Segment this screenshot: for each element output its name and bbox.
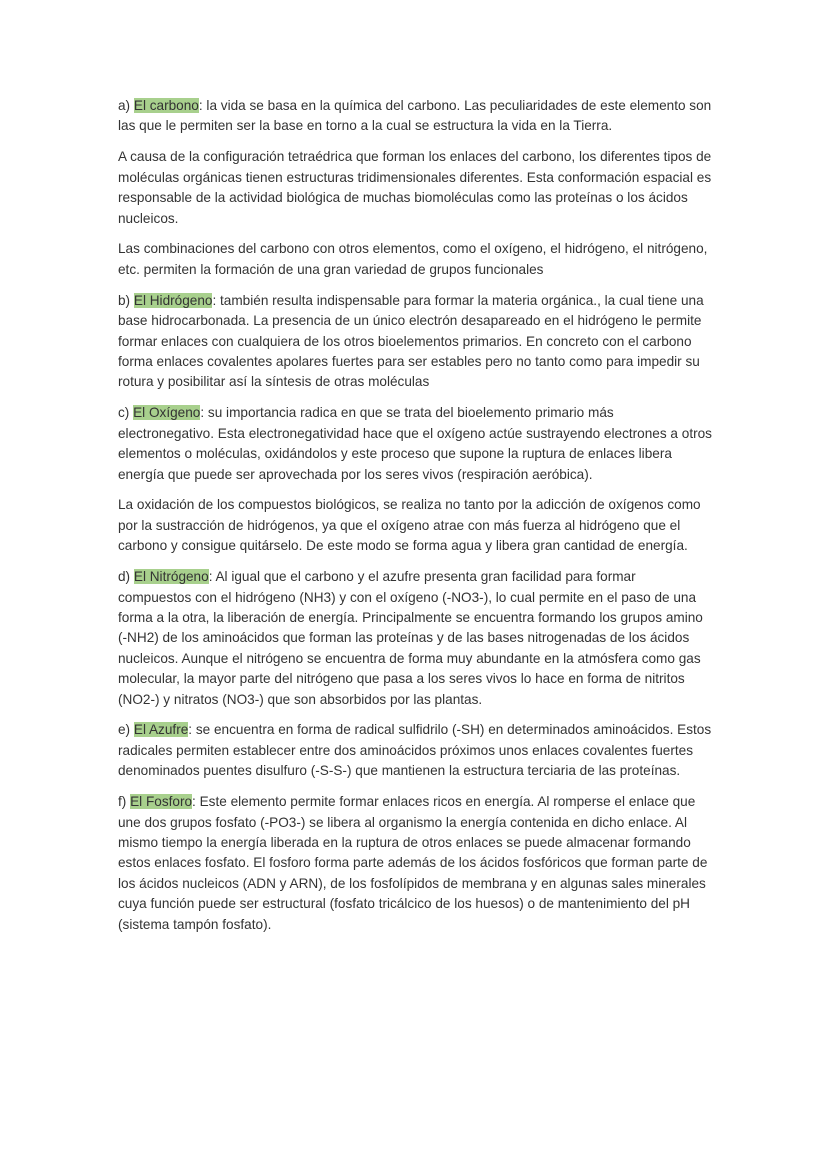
item-label: c) xyxy=(118,405,134,421)
paragraph-azufre xyxy=(118,720,712,781)
item-label: d) xyxy=(118,569,134,585)
paragraph-carbono-estructura xyxy=(118,147,712,229)
highlighted-term: El Nitrógeno xyxy=(133,569,209,585)
highlighted-term: El Oxígeno xyxy=(133,405,201,421)
paragraph-text: : Al igual que el carbono y el azufre presenta gran facilidad para formar compuestos con el hidrógeno (NH3) y con el oxígeno (-NO3-), lo cual permite en el paso de una forma a la otra, la liberación de energía. Principalmente se encuentra formando los grupos amino (-NH2) de los aminoácidos que forman las proteínas y de las bases nitrogenadas de los ácidos nucleicos. Aunque el nitrógeno se encuentra de forma muy abundante en la atmósfera como gas molecular, la mayor parte del nitrógeno que pasa a los seres vivos lo hace en forma de nitritos (NO2-) y nitratos (NO3-) que son absorbidos por las plantas. xyxy=(118,569,703,707)
paragraph-text: : la vida se basa en la química del carbono. Las peculiaridades de este elemento son las que le permiten ser la base en torno a la cual se estructura la vida en la Tierra. xyxy=(118,98,712,134)
paragraph-nitrogeno xyxy=(118,567,712,710)
highlighted-term: El Fosforo xyxy=(130,794,193,810)
highlighted-term: El Azufre xyxy=(133,722,189,738)
paragraph-hidrogeno xyxy=(118,291,712,393)
paragraph-fosforo xyxy=(118,792,712,935)
paragraph-text: : su importancia radica en que se trata del bioelemento primario más electronegativo. Esta electronegatividad hace que el oxígeno actúe sustrayendo electrones a otros elementos o moléculas, oxidándolos y este proceso que supone la ruptura de enlaces libera energía que puede ser aprovechada por los seres vivos (respiración aeróbica). xyxy=(118,405,712,482)
paragraph-text: La oxidación de los compuestos biológicos, se realiza no tanto por la adicción de oxígenos como por la sustracción de hidrógenos, ya que el oxígeno atrae con más fuerza al hidrógeno que el carbono y consigue quitárselo. De este modo se forma agua y libera gran cantidad de energía. xyxy=(118,497,701,554)
highlighted-term: El carbono xyxy=(133,98,199,113)
paragraph-text: : también resulta indispensable para formar la materia orgánica., la cual tiene una base hidrocarbonada. La presencia de un único electrón desapareado en el hidrógeno le permite formar enlaces con cualquiera de los otros bioelementos primarios. En concreto con el carbono forma enlaces covalentes apolares fuertes para ser estables pero no tanto como para impedir su rotura y posibilitar así la síntesis de otras moléculas xyxy=(118,292,704,390)
paragraph-oxigeno xyxy=(118,403,712,485)
item-label: a) xyxy=(118,98,134,113)
paragraph-oxidacion xyxy=(118,495,712,556)
paragraph-carbono xyxy=(118,96,712,137)
paragraph-text: Las combinaciones del carbono con otros elementos, como el oxígeno, el hidrógeno, el nitrógeno, etc. permiten la formación de una gran variedad de grupos funcionales xyxy=(118,241,708,277)
highlighted-term: El Hidrógeno xyxy=(133,292,213,308)
item-label: e) xyxy=(118,722,134,738)
paragraph-text: : se encuentra en forma de radical sulfidrilo (-SH) en determinados aminoácidos. Estos radicales permiten establecer entre dos aminoácidos próximos unos enlaces covalentes fuertes denominados puentes disulfuro (-S-S-) que mantienen la estructura terciaria de las proteínas. xyxy=(118,722,712,779)
item-label: f) xyxy=(118,794,131,810)
item-label: b) xyxy=(118,292,134,308)
document-body xyxy=(118,96,712,946)
paragraph-text: A causa de la configuración tetraédrica que forman los enlaces del carbono, los diferentes tipos de moléculas orgánicas tienen estructuras tridimensionales diferentes. Esta conformación espacial es responsable de la actividad biológica de muchas biomoléculas como las proteínas o los ácidos nucleicos. xyxy=(118,149,712,226)
paragraph-carbono-combinaciones xyxy=(118,239,712,280)
paragraph-text: : Este elemento permite formar enlaces ricos en energía. Al romperse el enlace que une dos grupos fosfato (-PO3-) se libera al organismo la energía contenida en dicho enlace. Al mismo tiempo la energía liberada en la ruptura de otros enlaces se puede almacenar formando estos enlaces fosfato. El fosforo forma parte además de los ácidos fosfóricos que forman parte de los ácidos nucleicos (ADN y ARN), de los fosfolípidos de membrana y en algunas sales minerales cuya función puede ser estructural (fosfato tricálcico de los huesos) o de mantenimiento del pH (sistema tampón fosfato). xyxy=(118,794,708,932)
